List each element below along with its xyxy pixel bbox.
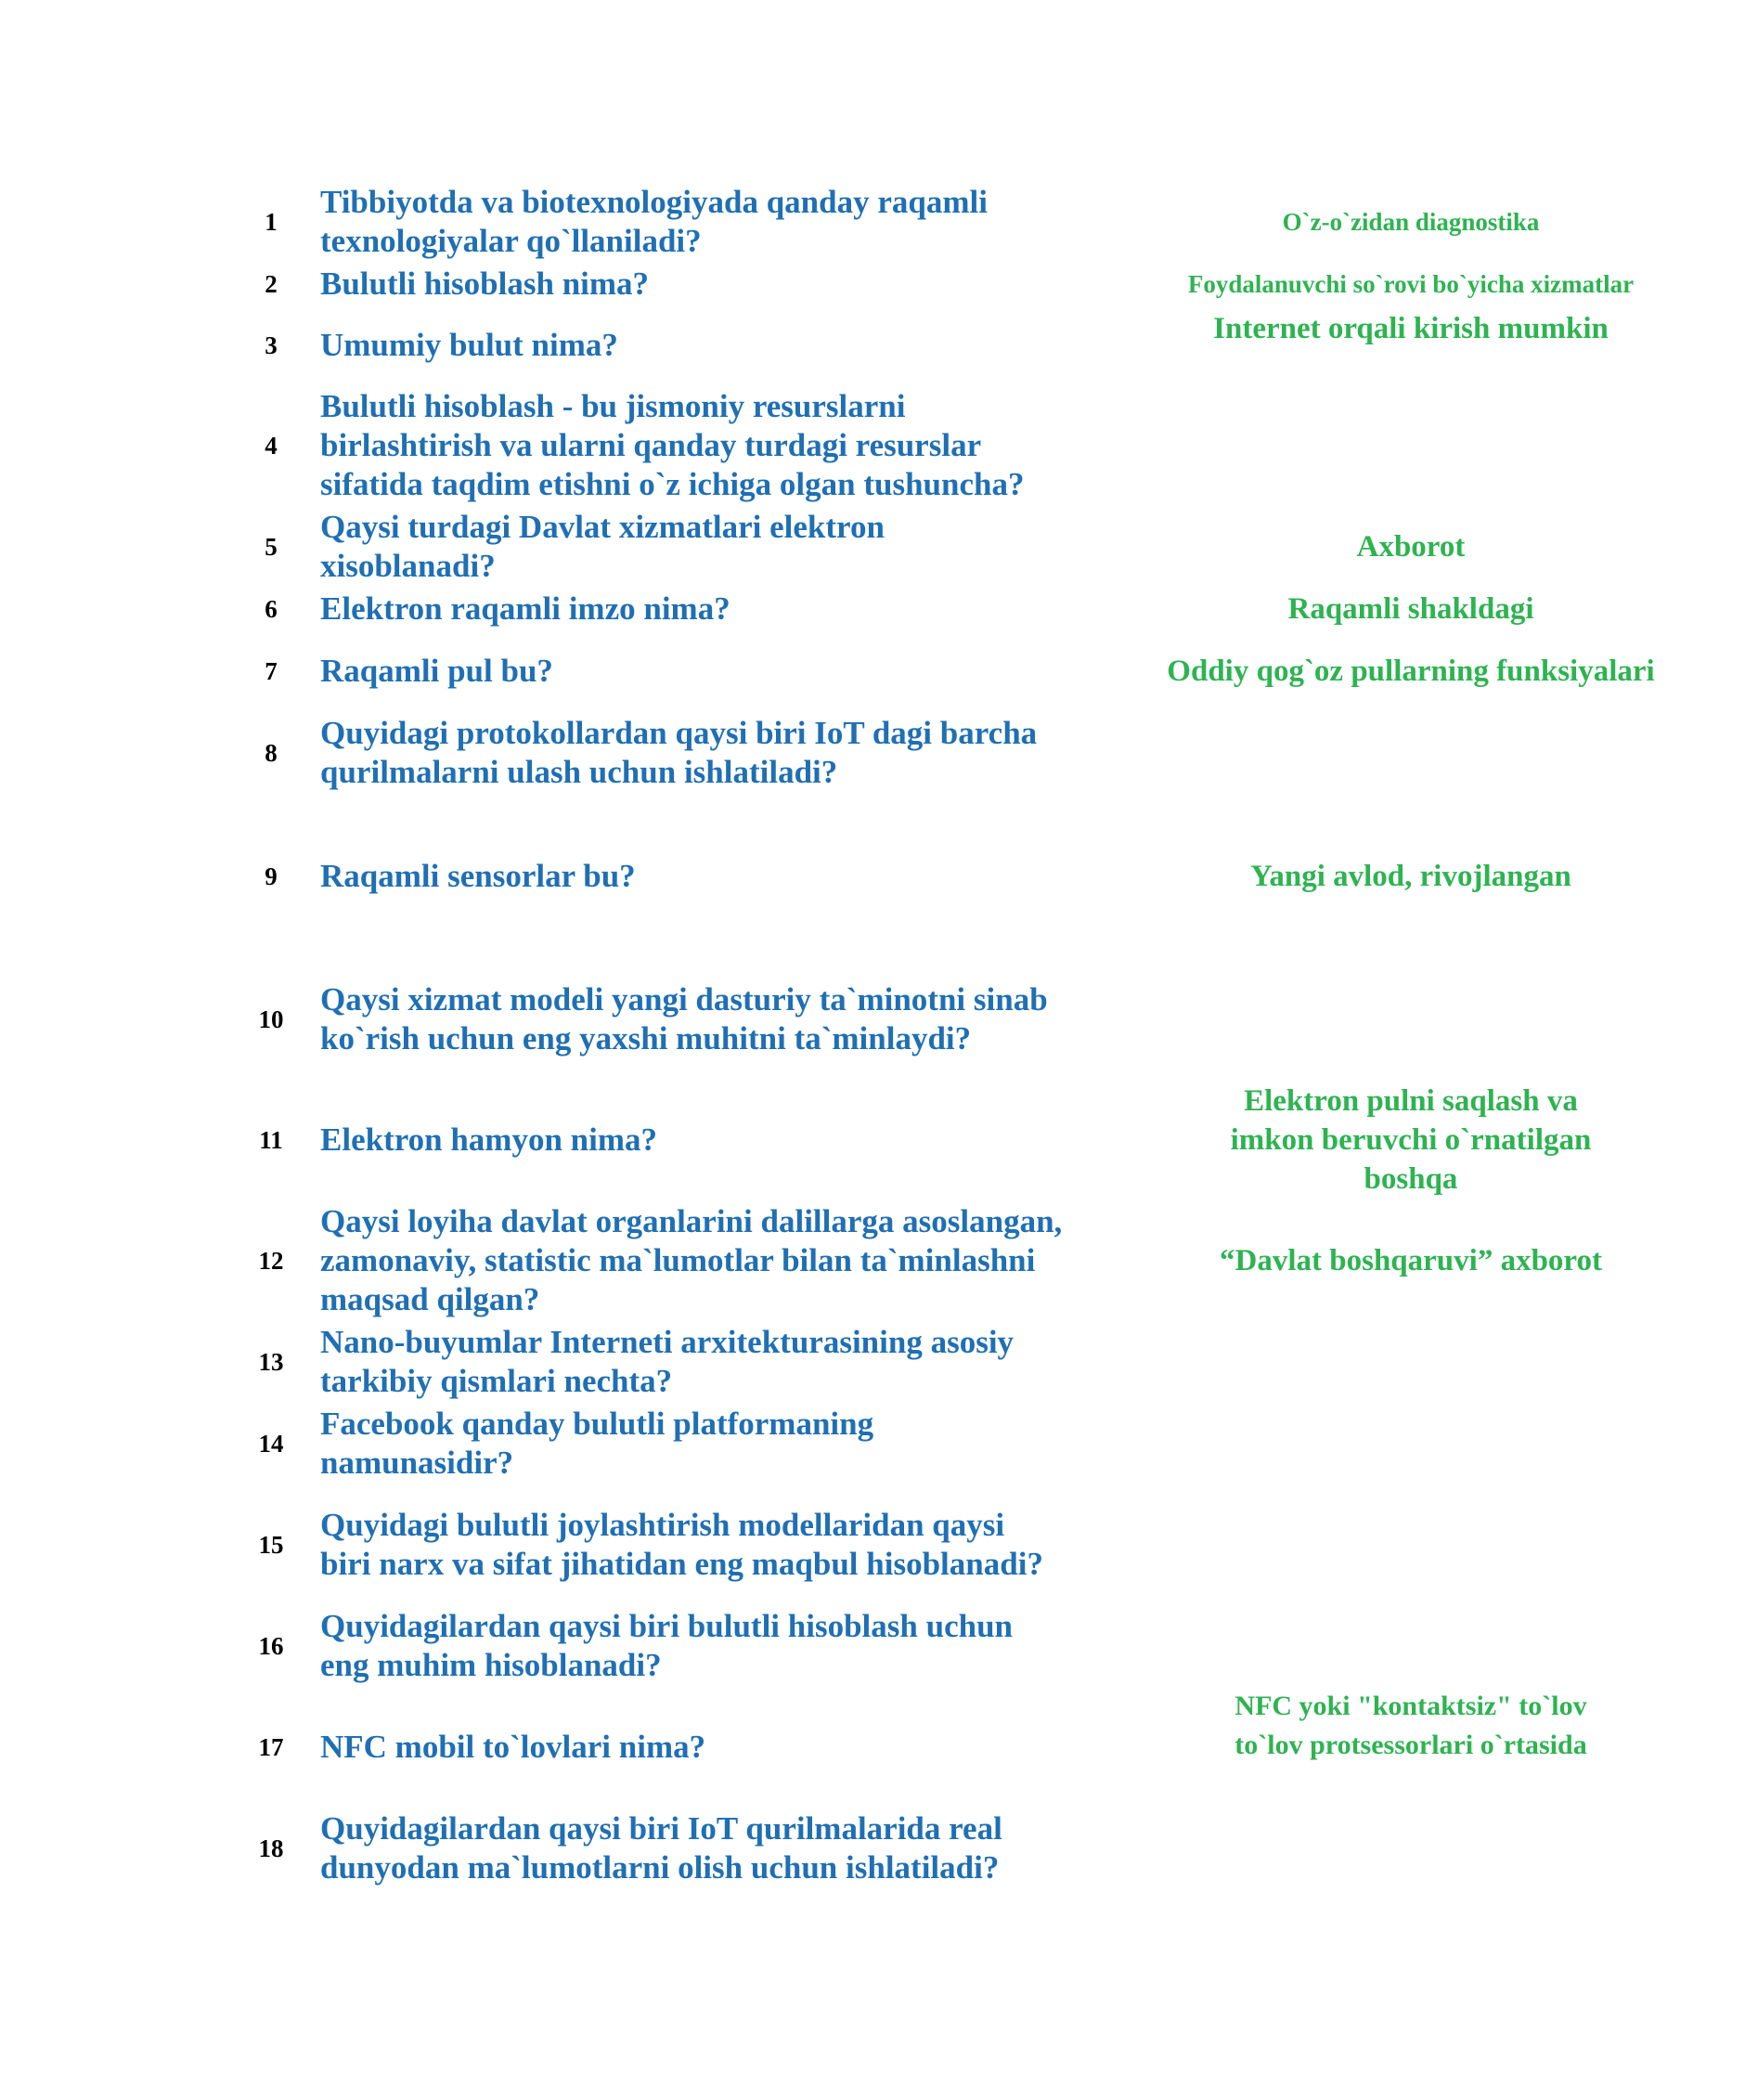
answer-text: Foydalanuvchi so`rovi bo`yicha xizmatlar bbox=[1187, 270, 1635, 298]
answer-text bbox=[1077, 1808, 1745, 1889]
table-row bbox=[0, 263, 1635, 305]
question-text: Elektron hamyon nima? bbox=[320, 1121, 658, 1158]
question-text: Elektron raqamli imzo nima? bbox=[320, 590, 730, 627]
answer-text: Raqamli shakldagi bbox=[1287, 592, 1534, 626]
row-number: 13 bbox=[258, 1347, 284, 1376]
table-row bbox=[0, 1403, 1485, 1484]
row-number: 10 bbox=[258, 1005, 284, 1033]
table-row bbox=[0, 1808, 1485, 1889]
answer-text bbox=[1077, 1403, 1745, 1484]
answer-text bbox=[1077, 385, 1745, 506]
answer-text bbox=[1077, 1605, 1745, 1687]
question-text: Quyidagilardan qaysi biri bulutli hisoblash uchun eng muhim hisoblanadi? bbox=[320, 1608, 1014, 1683]
answer-text: “Davlat boshqaruvi” axborot bbox=[1220, 1244, 1602, 1277]
table-row bbox=[0, 385, 1485, 506]
table-row bbox=[0, 794, 1571, 959]
question-text: Facebook qanday bulutli platformaning namunasidir? bbox=[320, 1406, 874, 1481]
answer-text bbox=[1077, 959, 1745, 1080]
row-number: 17 bbox=[258, 1732, 284, 1761]
answer-text: Yangi avlod, rivojlangan bbox=[1250, 860, 1571, 893]
table-row bbox=[0, 181, 1540, 263]
question-text: Bulutli hisoblash - bu jismoniy resurslarni birlashtirish va ularni qanday turdagi resurslar sifatida taqdim etishni o`z ichiga olgan tushuncha? bbox=[320, 388, 1025, 502]
table-row bbox=[0, 1687, 1587, 1808]
answer-text: Axborot bbox=[1356, 530, 1466, 564]
answer-text bbox=[1077, 712, 1745, 794]
answer-text: Elektron pulni saqlash va imkon beruvchi o`rnatilgan boshqa bbox=[1230, 1084, 1592, 1196]
question-text: Quyidagi bulutli joylashtirish modellaridan qaysi biri narx va sifat jihatidan eng maqbul hisoblanadi? bbox=[320, 1507, 1043, 1582]
table-row bbox=[0, 1321, 1485, 1403]
row-number: 11 bbox=[259, 1125, 283, 1154]
question-text: Qaysi loyiha davlat organlarini dalillarga asoslangan, zamonaviy, statistic ma`lumotlar bilan ta`minlashni maqsad qilgan? bbox=[320, 1203, 1063, 1317]
table-row bbox=[0, 959, 1485, 1080]
answer-text: NFC yoki "kontaktsiz" to`lov to`lov protsessorlari o`rtasida bbox=[1234, 1691, 1587, 1760]
row-number: 9 bbox=[265, 862, 278, 890]
table-row bbox=[0, 1080, 1592, 1200]
question-text: Quyidagi protokollardan qaysi biri IoT dagi barcha qurilmalarni ulash uchun ishlatiladi? bbox=[320, 715, 1038, 790]
table-row bbox=[0, 305, 1609, 385]
row-number: 14 bbox=[258, 1429, 284, 1458]
question-text: Nano-buyumlar Interneti arxitekturasining asosiy tarkibiy qismlari nechta? bbox=[320, 1324, 1015, 1399]
answer-text: Internet orqali kirish mumkin bbox=[1213, 312, 1609, 345]
question-text: Umumiy bulut nima? bbox=[320, 327, 618, 363]
table-row bbox=[0, 1484, 1485, 1605]
row-number: 12 bbox=[258, 1246, 284, 1275]
table-row bbox=[0, 588, 1534, 630]
table-row bbox=[0, 1605, 1485, 1687]
table-row bbox=[0, 1200, 1602, 1321]
row-number: 18 bbox=[258, 1834, 284, 1862]
row-number: 1 bbox=[265, 207, 278, 236]
answer-text bbox=[1077, 1321, 1745, 1403]
row-number: 8 bbox=[265, 738, 278, 767]
answer-text bbox=[1077, 1484, 1745, 1605]
question-text: Qaysi xizmat modeli yangi dasturiy ta`minotni sinab ko`rish uchun eng yaxshi muhitni ta`minlaydi? bbox=[320, 981, 1048, 1056]
question-text: NFC mobil to`lovlari nima? bbox=[320, 1729, 706, 1765]
table-row bbox=[0, 630, 1655, 712]
row-number: 4 bbox=[265, 431, 278, 460]
table-row bbox=[0, 506, 1485, 588]
answer-text: O`z-o`zidan diagnostika bbox=[1282, 208, 1540, 236]
row-number: 5 bbox=[265, 532, 278, 561]
question-text: Bulutli hisoblash nima? bbox=[320, 266, 650, 302]
row-number: 15 bbox=[258, 1530, 284, 1559]
row-number: 16 bbox=[258, 1631, 284, 1660]
question-text: Quyidagilardan qaysi biri IoT qurilmalarida real dunyodan ma`lumotlarni olish uchun ishlatiladi? bbox=[320, 1810, 1002, 1886]
question-text: Raqamli pul bu? bbox=[320, 653, 553, 689]
answer-text: Oddiy qog`oz pullarning funksiyalari bbox=[1167, 655, 1655, 688]
question-text: Qaysi turdagi Davlat xizmatlari elektron xisoblanadi? bbox=[320, 509, 885, 584]
row-number: 3 bbox=[265, 331, 278, 359]
row-number: 7 bbox=[265, 656, 278, 685]
question-text: Raqamli sensorlar bu? bbox=[320, 858, 636, 894]
row-number: 6 bbox=[265, 594, 278, 623]
row-number: 2 bbox=[265, 269, 278, 298]
table-row bbox=[0, 712, 1485, 794]
question-text: Tibbiyotda va biotexnologiyada qanday raqamli texnologiyalar qo`llaniladi? bbox=[320, 184, 988, 259]
